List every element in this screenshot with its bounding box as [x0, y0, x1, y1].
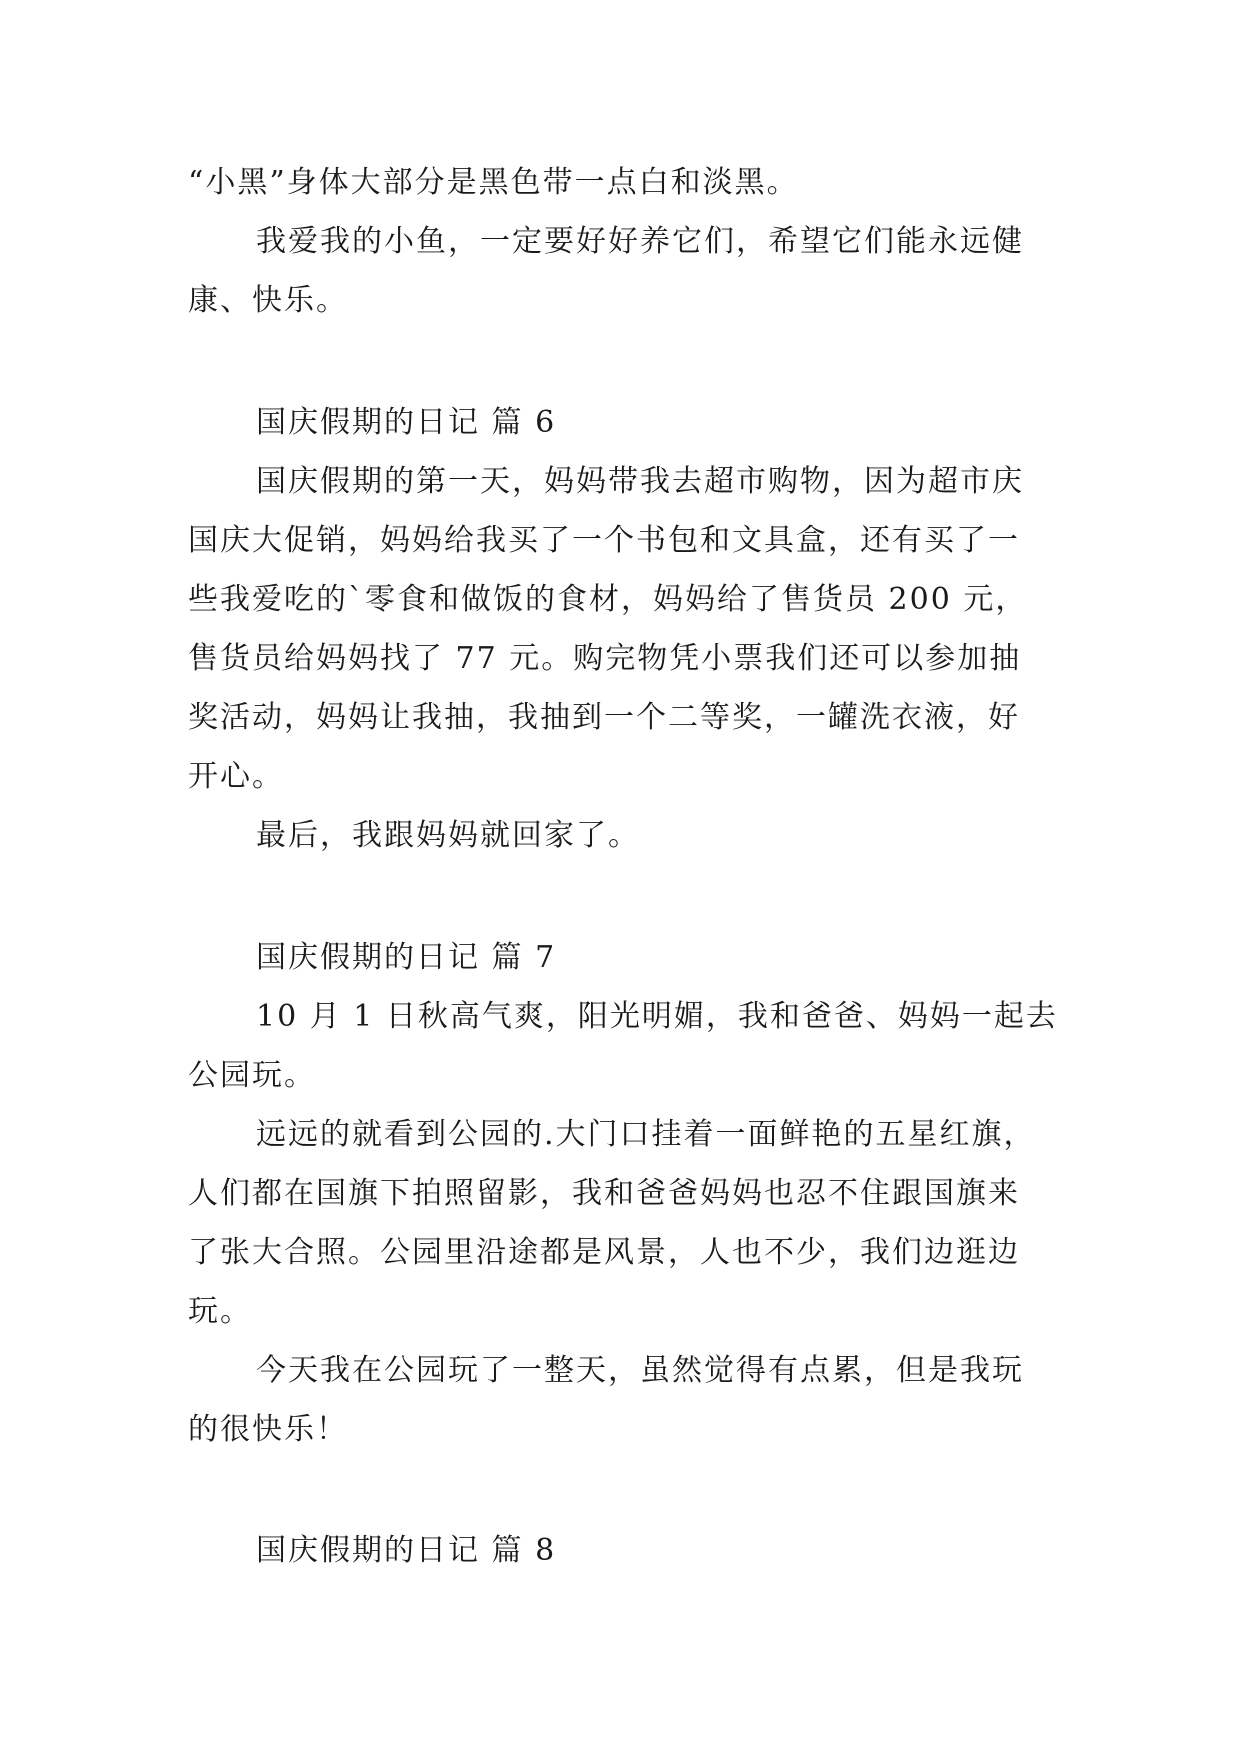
text-line: 了张大合照。公园里沿途都是风景，人也不少，我们边逛边 — [188, 1235, 1020, 1270]
text-line: 远远的就看到公园的.大门口挂着一面鲜艳的五星红旗， — [256, 1117, 1036, 1152]
section-heading: 国庆假期的日记 篇 7 — [256, 940, 557, 975]
section-heading: 国庆假期的日记 篇 6 — [256, 405, 557, 440]
text-line: “小黑”身体大部分是黑色带一点白和淡黑。 — [188, 165, 799, 200]
text-line: 公园玩。 — [188, 1058, 316, 1093]
text-line: 10 月 1 日秋高气爽，阳光明媚，我和爸爸、妈妈一起去 — [256, 999, 1058, 1034]
text-line: 售货员给妈妈找了 77 元。购完物凭小票我们还可以参加抽 — [188, 641, 1022, 676]
text-line: 人们都在国旗下拍照留影，我和爸爸妈妈也忍不住跟国旗来 — [188, 1176, 1020, 1211]
text-line: 我爱我的小鱼，一定要好好养它们，希望它们能永远健 — [256, 224, 1024, 259]
text-line: 国庆假期的第一天，妈妈带我去超市购物，因为超市庆 — [256, 464, 1024, 499]
text-line: 奖活动，妈妈让我抽，我抽到一个二等奖，一罐洗衣液，好 — [188, 700, 1020, 735]
section-heading: 国庆假期的日记 篇 8 — [256, 1533, 557, 1568]
text-line: 今天我在公园玩了一整天，虽然觉得有点累，但是我玩 — [256, 1353, 1024, 1388]
text-line: 国庆大促销，妈妈给我买了一个书包和文具盒，还有买了一 — [188, 523, 1020, 558]
text-line: 的很快乐！ — [188, 1412, 348, 1447]
text-line: 玩。 — [188, 1294, 252, 1329]
text-line: 最后，我跟妈妈就回家了。 — [256, 818, 640, 853]
text-line: 康、快乐。 — [188, 283, 348, 318]
text-line: 开心。 — [188, 759, 284, 794]
text-line: 些我爱吃的`零食和做饭的食材，妈妈给了售货员 200 元， — [188, 582, 1028, 617]
